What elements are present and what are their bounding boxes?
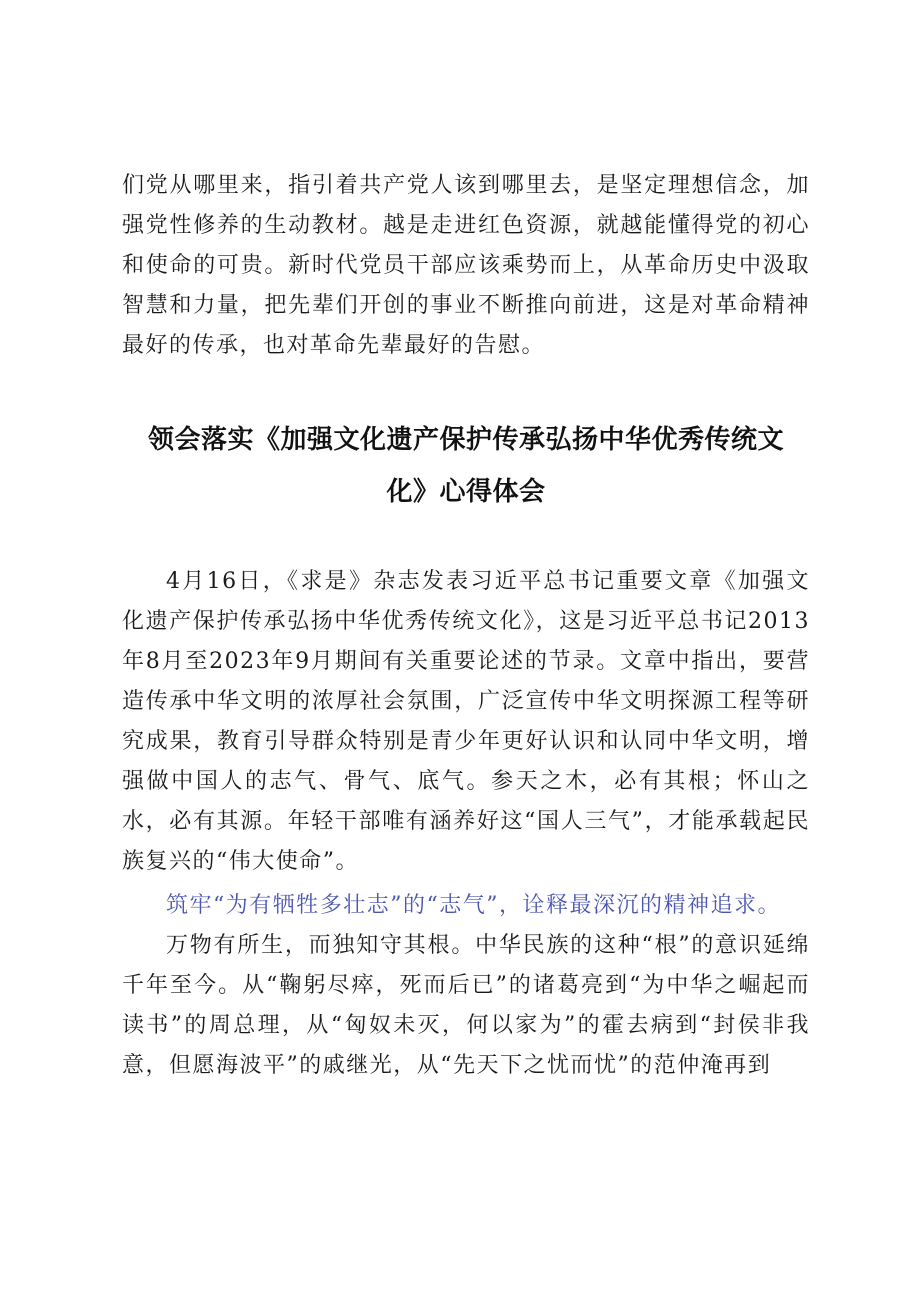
section-subheading: 筑牢“为有牺牲多壮志”的“志气”，诠释最深沉的精神追求。 bbox=[166, 893, 781, 918]
article-title-line-1: 领会落实《加强文化遗产保护传承弘扬中华优秀传统文 bbox=[147, 425, 784, 455]
document-body bbox=[122, 166, 810, 1086]
intro-paragraph: 们党从哪里来，指引着共产党人该到哪里去，是坚定理想信念，加强党性修养的生动教材。越是走进红色资源，就越能懂得党的初心和使命的可贵。新时代党员干部应该乘势而上，从革命历史中汲取智慧和力量，把先辈们开创的事业不断推向前进，这是对革命精神最好的传承，也对革命先辈最好的告慰。 bbox=[122, 173, 810, 358]
article-title bbox=[122, 414, 810, 518]
body-paragraph-2: 万物有所生，而独知守其根。中华民族的这种“根”的意识延绵千年至今。从“鞠躬尽瘁，死而后已”的诸葛亮到“为中华之崛起而读书”的周总理，从“匈奴未灭，何以家为”的霍去病到“封侯非我意，但愿海波平”的戚继光，从“先天下之忧而忧”的范仲淹再到 bbox=[122, 933, 810, 1078]
article-title-line-2: 化》心得体会 bbox=[386, 477, 546, 507]
body-paragraph-1: 4月16日，《求是》杂志发表习近平总书记重要文章《加强文化遗产保护传承弘扬中华优秀传统文化》，这是习近平总书记2013年8月至2023年9月期间有关重要论述的节录。文章中指出，要营造传承中华文明的浓厚社会氛围，广泛宣传中华文明探源工程等研究成果，教育引导群众特别是青少年更好认识和认同中华文明，增强做中国人的志气、骨气、底气。参天之木，必有其根；怀山之水，必有其源。年轻干部唯有涵养好这“国人三气”，才能承载起民族复兴的“伟大使命”。 bbox=[122, 569, 810, 874]
